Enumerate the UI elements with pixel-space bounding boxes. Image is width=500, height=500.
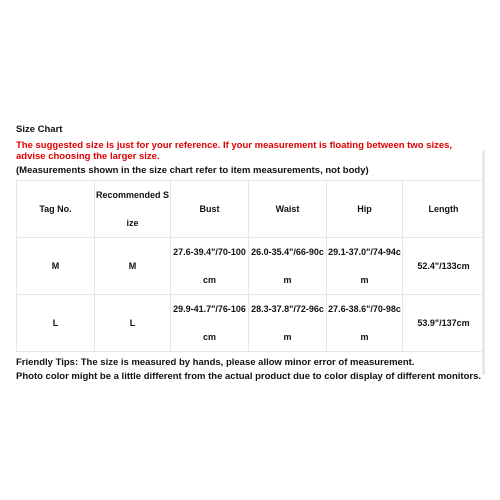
- header-length: Length: [403, 181, 485, 238]
- color-disclaimer: Photo color might be a little different from the actual product due to color display of different monitors.: [16, 371, 481, 382]
- cell-tag: L: [17, 295, 95, 352]
- cell-length: 53.9"/137cm: [403, 295, 485, 352]
- cell-bust: [171, 295, 249, 352]
- footer-tips: [16, 356, 484, 384]
- header-recommended-size: [95, 181, 171, 238]
- size-advice-warning: The suggested size is just for your reference. If your measurement is floating between two sizes, advise choosing the larger size.: [16, 140, 453, 162]
- cell-hip-line1: 29.1-37.0"/74-94c: [328, 247, 401, 257]
- table-row: [17, 238, 485, 295]
- cell-bust-line2: cm: [202, 275, 216, 285]
- cell-hip-line2: m: [360, 332, 369, 342]
- friendly-tip: Friendly Tips: The size is measured by hands, please allow minor error of measurement.: [16, 357, 415, 368]
- cell-hip-line1: 27.6-38.6"/70-98c: [328, 304, 401, 314]
- header-hip: Hip: [327, 181, 403, 238]
- header-bust: Bust: [171, 181, 249, 238]
- header-recommended-line1: Recommended S: [95, 190, 170, 200]
- cell-length: 52.4"/133cm: [403, 238, 485, 295]
- header-waist: Waist: [249, 181, 327, 238]
- cell-waist: [249, 295, 327, 352]
- cell-recommended: M: [95, 238, 171, 295]
- cell-waist-line2: m: [283, 332, 292, 342]
- size-chart-section: [16, 124, 484, 384]
- cell-waist: [249, 238, 327, 295]
- cell-hip: [327, 238, 403, 295]
- cell-bust-line1: 27.6-39.4"/70-100: [173, 247, 246, 257]
- table-header-row: [17, 181, 485, 238]
- size-chart-table: [16, 180, 485, 352]
- cell-bust-line2: cm: [202, 332, 216, 342]
- cell-waist-line2: m: [283, 275, 292, 285]
- cell-hip-line2: m: [360, 275, 369, 285]
- size-chart-title: Size Chart: [16, 124, 63, 135]
- cell-waist-line1: 28.3-37.8"/72-96c: [251, 304, 324, 314]
- cell-bust-line1: 29.9-41.7"/76-106: [173, 304, 246, 314]
- table-row: [17, 295, 485, 352]
- measurement-note: (Measurements shown in the size chart refer to item measurements, not body): [16, 165, 369, 176]
- cell-recommended: L: [95, 295, 171, 352]
- cell-tag: M: [17, 238, 95, 295]
- vertical-scrollbar[interactable]: [482, 150, 485, 375]
- cell-bust: [171, 238, 249, 295]
- cell-waist-line1: 26.0-35.4"/66-90c: [251, 247, 324, 257]
- header-tag-no: Tag No.: [17, 181, 95, 238]
- header-recommended-line2: ize: [126, 218, 139, 228]
- cell-hip: [327, 295, 403, 352]
